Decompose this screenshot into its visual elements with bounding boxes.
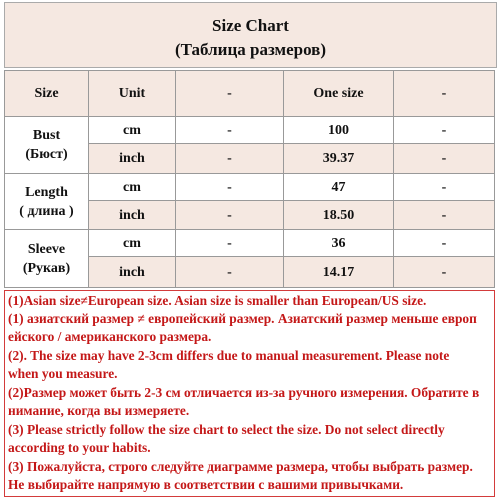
table-cell-value: 14.17 — [284, 257, 394, 287]
header-size: Size — [5, 71, 89, 117]
table-cell-dash: - — [394, 230, 494, 257]
table-cell-dash: - — [176, 230, 284, 257]
size-table — [4, 70, 495, 288]
table-cell-dash: - — [394, 174, 494, 201]
row-label-length-ru: ( длина ) — [19, 203, 74, 219]
row-label-bust — [5, 117, 89, 174]
table-cell-unit: cm — [89, 174, 176, 201]
note-line: when you measure. — [8, 366, 118, 381]
header-unit: Unit — [89, 71, 176, 117]
note-line: (2). The size may have 2-3cm differs due to manual measurement. Please note — [8, 348, 450, 363]
note-line: (1) азиатский размер ≠ европейский размер. Азиатский размер меньше европ — [8, 311, 477, 326]
note-line: нимание, когда вы измеряете. — [8, 403, 190, 418]
row-label-length-en: Length — [25, 184, 68, 200]
note-line: (2)Размер может быть 2-3 см отличается из-за ручного измерения. Обратите в — [8, 385, 480, 400]
title-banner — [4, 2, 497, 68]
header-col3: - — [176, 71, 284, 117]
table-cell-dash: - — [176, 257, 284, 287]
table-cell-value: 18.50 — [284, 201, 394, 230]
table-cell-unit: inch — [89, 201, 176, 230]
chart-title: Size Chart — [212, 16, 289, 35]
table-cell-unit: inch — [89, 257, 176, 287]
chart-title-russian: (Таблица размеров) — [174, 40, 327, 59]
table-cell-dash: - — [394, 257, 494, 287]
note-line: (3) Please strictly follow the size chart to select the size. Do not select directly — [8, 422, 445, 437]
size-chart-image — [1, 1, 499, 499]
header-one-size: One size — [284, 71, 394, 117]
note-line: ейского / американского размера. — [8, 329, 212, 344]
table-cell-value: 47 — [284, 174, 394, 201]
table-cell-dash: - — [176, 201, 284, 230]
table-cell-value: 39.37 — [284, 144, 394, 174]
row-label-length — [5, 174, 89, 230]
row-label-sleeve-en: Sleeve — [27, 241, 66, 257]
table-cell-unit: cm — [89, 230, 176, 257]
table-cell-unit: cm — [89, 117, 176, 144]
table-cell-value: 36 — [284, 230, 394, 257]
table-cell-unit: inch — [89, 144, 176, 174]
table-cell-dash: - — [176, 174, 284, 201]
note-line: (3) Пожалуйста, строго следуйте диаграмме размера, чтобы выбрать размер. — [8, 459, 473, 474]
note-line: Не выбирайте напрямую в соответствии с вашими привычками. — [8, 477, 404, 492]
size-notes-box — [4, 290, 495, 497]
table-cell-value: 100 — [284, 117, 394, 144]
row-label-sleeve-ru: (Рукав) — [22, 260, 71, 276]
row-label-sleeve — [5, 230, 89, 287]
table-cell-dash: - — [394, 201, 494, 230]
header-col5: - — [394, 71, 494, 117]
table-cell-dash: - — [394, 144, 494, 174]
row-label-bust-ru: (Бюст) — [25, 147, 68, 162]
row-label-bust-en: Bust — [32, 128, 61, 143]
table-cell-dash: - — [176, 144, 284, 174]
note-line: according to your habits. — [8, 440, 151, 455]
table-cell-dash: - — [394, 117, 494, 144]
note-line: (1)Asian size≠European size. Asian size is smaller than European/US size. — [8, 293, 427, 308]
table-cell-dash: - — [176, 117, 284, 144]
